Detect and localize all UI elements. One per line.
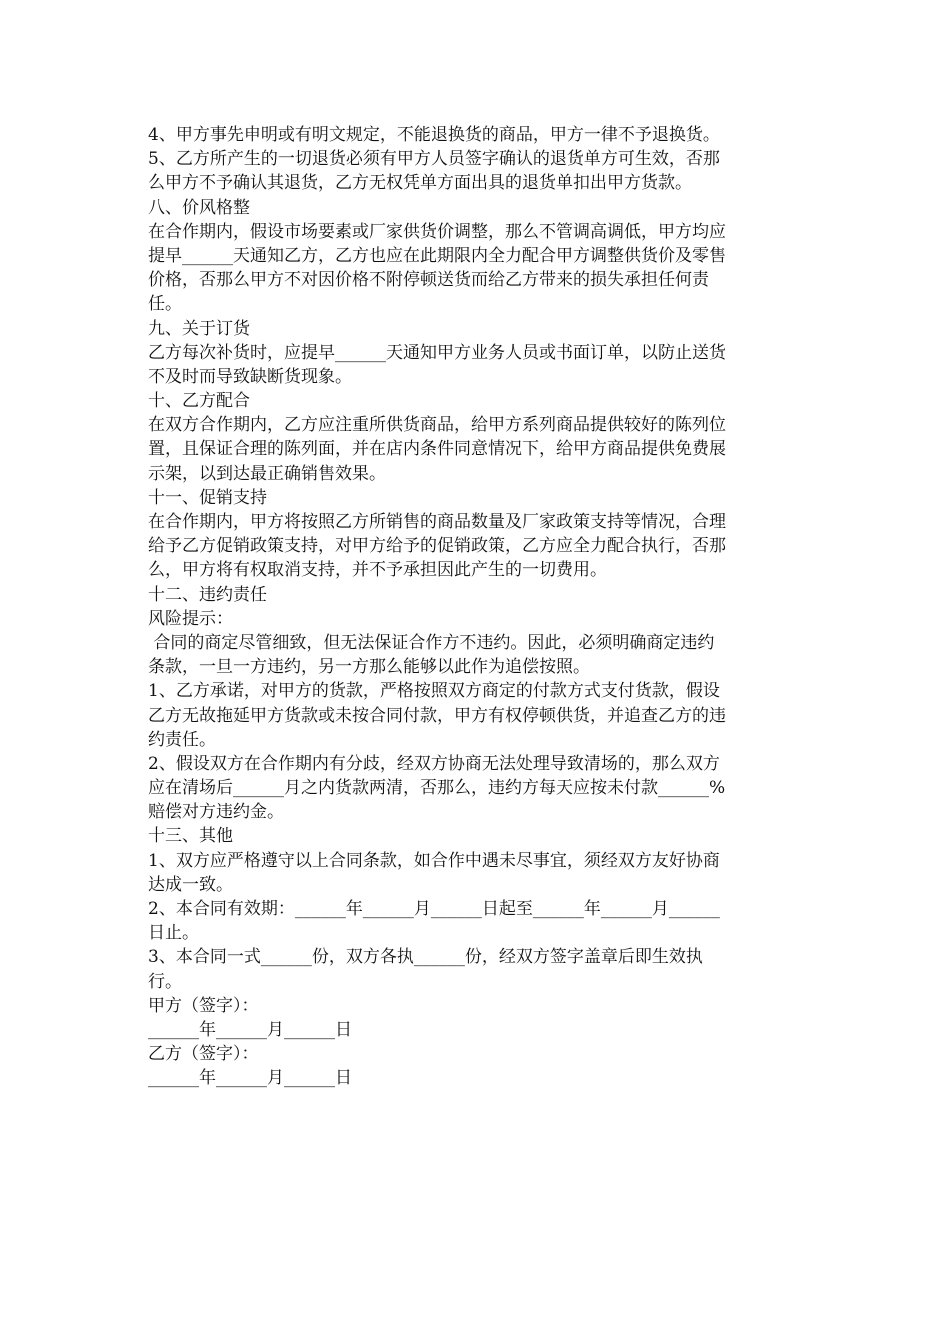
text-line: 乙方每次补货时，应提早______天通知甲方业务人员或书面订单，以防止送货 xyxy=(148,342,726,363)
text-line: 价格，否那么甲方不对因价格不附停顿送货而给乙方带来的损失承担任何责 xyxy=(148,270,709,291)
text-line: 1、双方应严格遵守以上合同条款，如合作中遇未尽事宜，须经双方友好协商 xyxy=(148,850,720,871)
section-heading: 十、乙方配合 xyxy=(148,391,250,412)
text-line: 日止。 xyxy=(148,923,199,944)
text-line: 合同的商定尽管细致，但无法保证合作方不违约。因此，必须明确商定违约 xyxy=(148,632,715,653)
text-line: 在双方合作期内，乙方应注重所供货商品，给甲方系列商品提供较好的陈列位 xyxy=(148,415,726,436)
party-b-date-line: ______年______月______日 xyxy=(148,1068,352,1089)
text-line: 2、本合同有效期：______年______月______日起至______年______月______ xyxy=(148,899,720,919)
text-line: 置，且保证合理的陈列面，并在店内条件同意情况下，给甲方商品提供免费展 xyxy=(148,439,726,460)
text-line: 风险提示： xyxy=(148,608,233,629)
text-line: 给予乙方促销政策支持，对甲方给予的促销政策，乙方应全力配合执行，否那 xyxy=(148,536,726,557)
section-heading: 十三、其他 xyxy=(148,826,233,847)
text-line: 条款，一旦一方违约，另一方那么能够以此作为追偿按照。 xyxy=(148,657,590,678)
text-line: 4、甲方事先申明或有明文规定，不能退换货的商品，甲方一律不予退换货。 xyxy=(148,125,720,145)
party-a-signature-label: 甲方（签字）： xyxy=(148,995,259,1016)
text-line: 在合作期内，甲方将按照乙方所销售的商品数量及厂家政策支持等情况，合理 xyxy=(148,512,726,532)
section-heading: 十二、违约责任 xyxy=(148,584,267,605)
text-line: 在合作期内，假设市场要素或厂家供货价调整，那么不管调高调低，甲方均应 xyxy=(148,221,726,242)
text-line: 赔偿对方违约金。 xyxy=(148,802,284,823)
section-heading: 九、关于订货 xyxy=(148,318,250,339)
section-heading: 十一、促销支持 xyxy=(148,487,267,508)
text-line: 约责任。 xyxy=(148,729,216,750)
party-b-signature-label: 乙方（签字）： xyxy=(148,1044,259,1065)
party-a-date-line: ______年______月______日 xyxy=(148,1019,352,1040)
contract-document xyxy=(148,123,818,1091)
text-line: 不及时而导致缺断货现象。 xyxy=(148,366,352,387)
text-line: 3、本合同一式______份，双方各执______份，经双方签字盖章后即生效执 xyxy=(148,947,703,968)
section-heading: 八、价风格整 xyxy=(148,197,250,218)
text-line: 提早______天通知乙方，乙方也应在此期限内全力配合甲方调整供货价及零售 xyxy=(148,245,726,266)
text-line: 么甲方不予确认其退货，乙方无权凭单方面出具的退货单扣出甲方货款。 xyxy=(148,173,692,194)
text-line: 行。 xyxy=(148,971,182,992)
text-line: 1、乙方承诺，对甲方的货款，严格按照双方商定的付款方式支付货款，假设 xyxy=(148,681,720,702)
text-line: 示架，以到达最正确销售效果。 xyxy=(148,463,386,484)
text-line: 么，甲方将有权取消支持，并不予承担因此产生的一切费用。 xyxy=(148,560,607,581)
text-line: 任。 xyxy=(148,294,182,315)
text-line: 应在清场后______月之内货款两清，否那么，违约方每天应按未付款______% xyxy=(148,778,726,799)
text-line: 5、乙方所产生的一切退货必须有甲方人员签字确认的退货单方可生效，否那 xyxy=(148,149,720,170)
text-line: 达成一致。 xyxy=(148,874,233,895)
text-line: 2、假设双方在合作期内有分歧，经双方协商无法处理导致清场的，那么双方 xyxy=(148,753,720,774)
text-line: 乙方无故拖延甲方货款或未按合同付款，甲方有权停顿供货，并追查乙方的违 xyxy=(148,705,726,726)
